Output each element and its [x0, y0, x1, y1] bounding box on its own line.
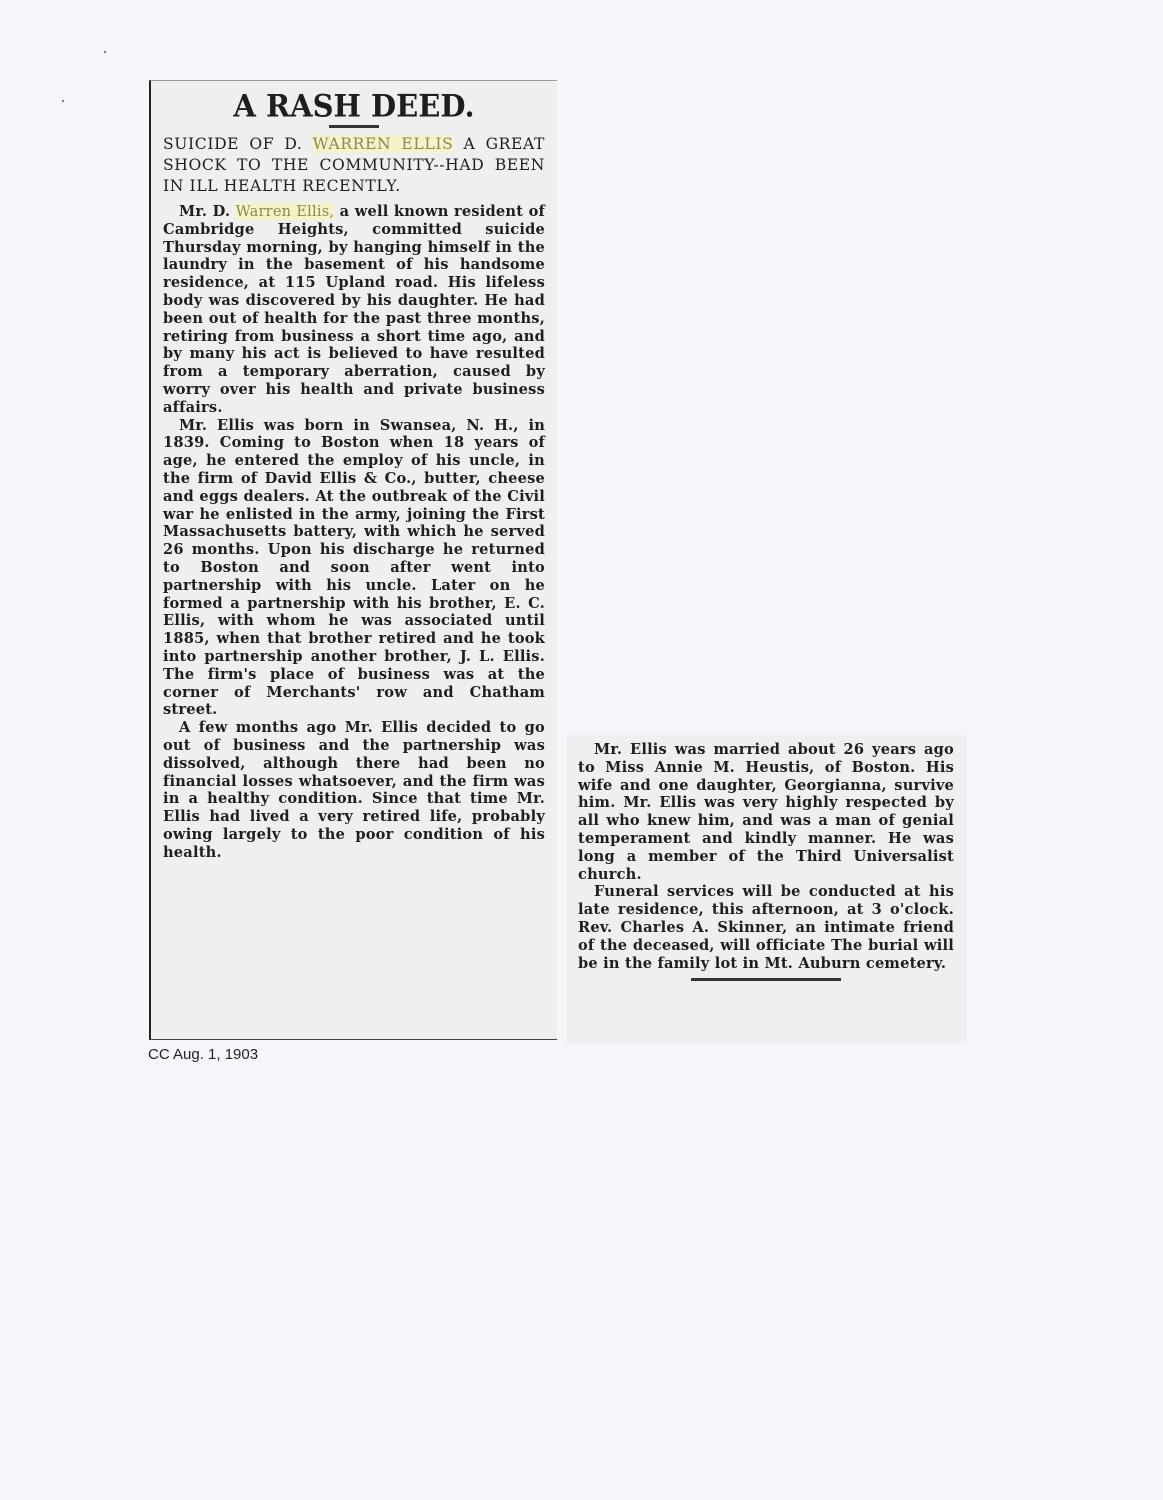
source-caption: CC Aug. 1, 1903	[148, 1046, 259, 1063]
paragraph: Mr. Ellis was born in Swansea, N. H., in 1839. Coming to Boston when 18 years of age, he entered the employ of his uncle, in the firm of David Ellis & Co., butter, cheese and eggs dealers. At the outbreak of the Civil war he enlisted in the army, joining the First Massachusetts battery, with which he served 26 months. Upon his discharge he returned to Boston and soon after went into partnership with his uncle. Later on he formed a partnership with his brother, E. C. Ellis, with whom he was associated until 1885, when that brother retired and he took into partnership another brother, J. L. Ellis. The firm's place of business was at the corner of Merchants' row and Chatham street.	[163, 416, 545, 719]
highlighted-name: Warren Ellis,	[235, 203, 335, 220]
article-body	[163, 203, 545, 861]
end-rule	[691, 978, 841, 981]
scan-speck	[62, 100, 64, 102]
newspaper-clipping-column-1	[149, 80, 557, 1040]
newspaper-clipping-column-2	[566, 735, 966, 1043]
scan-speck	[104, 51, 106, 53]
subheadline: SUICIDE OF D. WARREN ELLIS A GREAT SHOCK TO THE COMMUNITY--HAD BEEN IN ILL HEALTH RECENTLY.	[163, 135, 545, 195]
paragraph: Mr. D. Warren Ellis, a well known resident of Cambridge Heights, committed suicide Thursday morning, by hanging himself in the laundry in the basement of his handsome residence, at 115 Upland road. His lifeless body was discovered by his daughter. He had been out of health for the past three months, retiring from business a short time ago, and by many his act is believed to have resulted from a temporary aberration, caused by worry over his health and private business affairs.	[163, 203, 545, 416]
paragraph: A few months ago Mr. Ellis decided to go out of business and the partnership was dissolved, although there had been no financial losses whatsoever, and the firm was in a healthy condition. Since that time Mr. Ellis had lived a very retired life, probably owing largely to the poor condition of his health.	[163, 719, 545, 861]
article-body-continued	[578, 741, 954, 972]
paragraph: Mr. Ellis was married about 26 years ago to Miss Annie M. Heustis, of Boston. His wife and one daughter, Georgianna, survive him. Mr. Ellis was very highly respected by all who knew him, and was a man of genial temperament and kindly manner. He was long a member of the Third Universalist church.	[578, 741, 954, 883]
paragraph: Funeral services will be conducted at his late residence, this afternoon, at 3 o'clock. Rev. Charles A. Skinner, an intimate friend of the deceased, will officiate The burial will be in the family lot in Mt. Auburn cemetery.	[578, 883, 954, 972]
headline-rule	[329, 125, 379, 128]
headline: A RASH DEED.	[233, 88, 475, 124]
highlighted-name: WARREN ELLIS	[312, 135, 454, 153]
